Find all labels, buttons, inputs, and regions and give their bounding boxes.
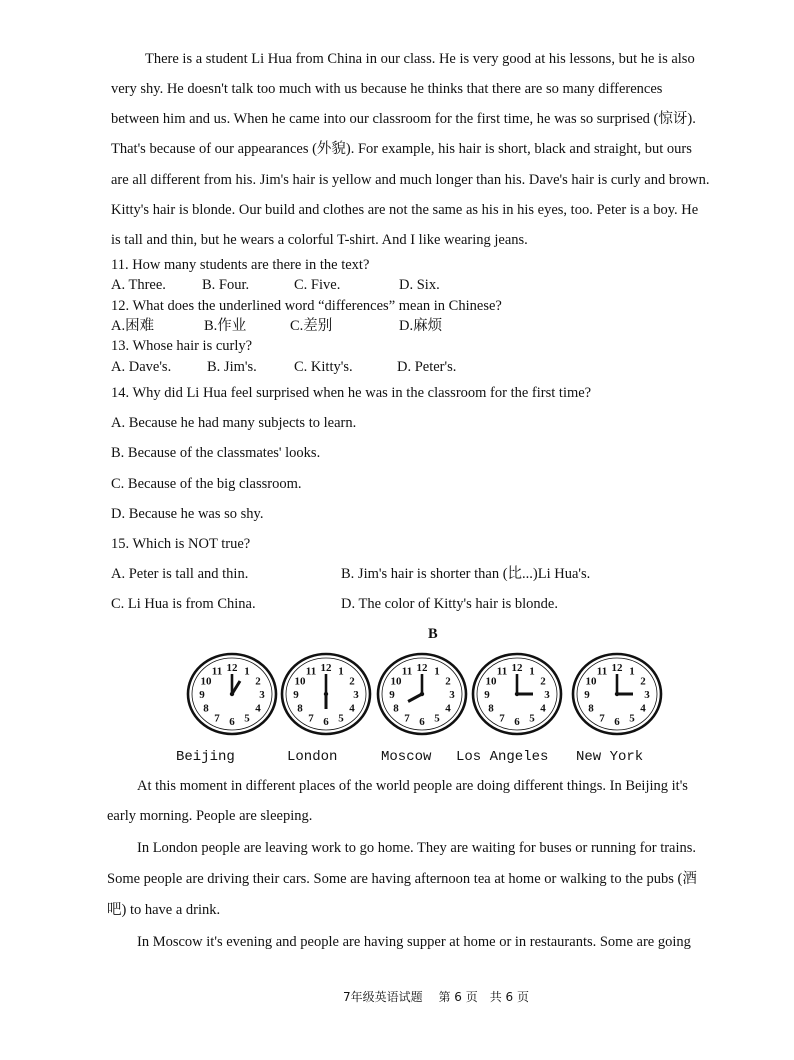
clock-number: 9 (199, 689, 205, 701)
clock-number: 3 (644, 689, 650, 701)
clock-number: 7 (214, 712, 220, 725)
passage-line: Kitty's hair is blonde. Our build and clothes are not the same as his in his eyes, too. Peter is a boy. He (111, 202, 699, 218)
clock-number: 3 (544, 689, 550, 701)
clock-center (615, 692, 619, 696)
clock-number: 6 (419, 716, 425, 728)
clock-number: 1 (244, 665, 250, 678)
option-d[interactable]: D.麻烦 (399, 318, 443, 334)
clock-number: 4 (540, 702, 546, 715)
clock-number: 2 (255, 675, 261, 688)
question-15-stem: 15. Which is NOT true? (111, 536, 251, 552)
question-13-stem: 13. Whose hair is curly? (111, 338, 253, 354)
clock-number: 8 (297, 702, 303, 715)
question-14-stem: 14. Why did Li Hua feel surprised when he was in the classroom for the first time? (111, 385, 592, 401)
clock-number: 12 (320, 662, 332, 674)
clock-number: 4 (255, 702, 261, 715)
world-clocks (0, 648, 794, 758)
clock-number: 2 (540, 675, 546, 688)
city-label-london: London (287, 749, 338, 765)
clock-center (324, 692, 328, 696)
clock-number: 2 (640, 675, 646, 688)
clock-number: 10 (485, 675, 497, 688)
clock-number: 2 (349, 675, 355, 688)
city-label-los-angeles: Los Angeles (456, 749, 549, 765)
clock-number: 4 (445, 702, 451, 715)
section-b-heading: B (428, 626, 438, 642)
clock-number: 7 (599, 712, 605, 725)
option-a[interactable]: A.困难 (111, 318, 155, 334)
passage-line: That's because of our appearances (外貌). For example, his hair is short, black and straight, but ours (111, 141, 692, 157)
passage-line: early morning. People are sleeping. (107, 808, 313, 824)
clock-number: 8 (588, 702, 594, 715)
clock-number: 9 (484, 689, 490, 701)
option-b[interactable]: B. Four. (202, 277, 250, 293)
passage-line: 吧) to have a drink. (107, 902, 221, 918)
clock-number: 12 (416, 662, 428, 674)
option-a[interactable]: A. Peter is tall and thin. (111, 566, 249, 582)
clock-number: 1 (529, 665, 535, 678)
clock-number: 11 (401, 665, 413, 678)
option-c[interactable]: C. Kitty's. (294, 359, 353, 375)
passage-line: is tall and thin, but he wears a colorful T-shirt. And I like wearing jeans. (111, 232, 528, 248)
clock-number: 5 (244, 712, 250, 725)
clock-number: 9 (293, 689, 299, 701)
clock-number: 2 (445, 675, 451, 688)
option-c[interactable]: C.差别 (290, 318, 333, 334)
clock-new-york (573, 654, 661, 734)
clock-number: 12 (511, 662, 523, 674)
passage-line: In London people are leaving work to go home. They are waiting for buses or running for trains. (137, 840, 697, 856)
option-b[interactable]: B. Jim's hair is shorter than (比...)Li Hua's. (341, 566, 591, 582)
clock-number: 10 (390, 675, 402, 688)
passage-line: At this moment in different places of the world people are doing different things. In Beijing it's (137, 778, 688, 794)
clock-number: 8 (393, 702, 399, 715)
clock-number: 3 (353, 689, 359, 701)
city-label-moscow: Moscow (381, 749, 432, 765)
clock-number: 9 (389, 689, 395, 701)
city-label-beijing: Beijing (176, 749, 235, 765)
option-d[interactable]: D. Six. (399, 277, 440, 293)
clock-number: 11 (596, 665, 608, 678)
clock-number: 6 (514, 716, 520, 728)
clock-number: 6 (229, 716, 235, 728)
hour-hand (408, 694, 422, 702)
clock-number: 5 (434, 712, 440, 725)
city-label-new-york: New York (576, 749, 644, 765)
passage-line: very shy. He doesn't talk too much with us because he thinks that there are so many differences (111, 81, 663, 97)
clock-number: 5 (338, 712, 344, 725)
clock-number: 10 (294, 675, 306, 688)
option-c[interactable]: C. Li Hua is from China. (111, 596, 256, 612)
clock-beijing (188, 654, 276, 734)
option-b[interactable]: B. Because of the classmates' looks. (111, 445, 321, 461)
clock-london (282, 654, 370, 734)
clock-center (230, 692, 234, 696)
clock-number: 7 (308, 712, 314, 725)
clock-number: 7 (499, 712, 505, 725)
option-a[interactable]: A. Dave's. (111, 359, 172, 375)
passage-line: Some people are driving their cars. Some are having afternoon tea at home or walking to the pubs (酒 (107, 871, 697, 887)
page-footer: 7年级英语试题 第 6 页 共 6 页 (343, 990, 529, 1004)
clock-number: 12 (611, 662, 623, 674)
clock-number: 11 (211, 665, 223, 678)
clock-number: 7 (404, 712, 410, 725)
clock-moscow (378, 654, 466, 734)
clock-number: 11 (305, 665, 317, 678)
option-d[interactable]: D. Because he was so shy. (111, 506, 264, 522)
question-11-stem: 11. How many students are there in the text? (111, 257, 370, 273)
question-12-stem: 12. What does the underlined word “differences” mean in Chinese? (111, 298, 502, 314)
clock-number: 8 (203, 702, 209, 715)
clock-number: 1 (434, 665, 440, 678)
clock-number: 9 (584, 689, 590, 701)
option-d[interactable]: D. The color of Kitty's hair is blonde. (341, 596, 558, 612)
passage-line: are all different from his. Jim's hair is yellow and much longer than his. Dave's hair is curly and brown. (111, 172, 710, 188)
clock-number: 12 (226, 662, 238, 674)
clock-number: 6 (323, 716, 329, 728)
option-a[interactable]: A. Three. (111, 277, 166, 293)
clock-number: 3 (449, 689, 455, 701)
clock-number: 4 (349, 702, 355, 715)
passage-line: There is a student Li Hua from China in our class. He is very good at his lessons, but he is also (145, 51, 695, 67)
option-c[interactable]: C. Five. (294, 277, 341, 293)
passage-line: between him and us. When he came into our classroom for the first time, he was so surprised (惊讶). (111, 111, 696, 127)
clock-number: 5 (529, 712, 535, 725)
clock-number: 1 (629, 665, 635, 678)
option-a[interactable]: A. Because he had many subjects to learn. (111, 415, 357, 431)
clock-number: 8 (488, 702, 494, 715)
option-d[interactable]: D. Peter's. (397, 359, 457, 375)
clock-los-angeles (473, 654, 561, 734)
clock-center (515, 692, 519, 696)
clock-number: 3 (259, 689, 265, 701)
option-b[interactable]: B. Jim's. (207, 359, 257, 375)
option-c[interactable]: C. Because of the big classroom. (111, 476, 302, 492)
clock-number: 5 (629, 712, 635, 725)
clock-number: 6 (614, 716, 620, 728)
clock-center (420, 692, 424, 696)
clock-number: 1 (338, 665, 344, 678)
option-b[interactable]: B.作业 (204, 318, 247, 334)
clock-number: 10 (585, 675, 597, 688)
clock-number: 11 (496, 665, 508, 678)
clock-number: 4 (640, 702, 646, 715)
passage-line: In Moscow it's evening and people are having supper at home or in restaurants. Some are going (137, 934, 691, 950)
clock-number: 10 (200, 675, 212, 688)
